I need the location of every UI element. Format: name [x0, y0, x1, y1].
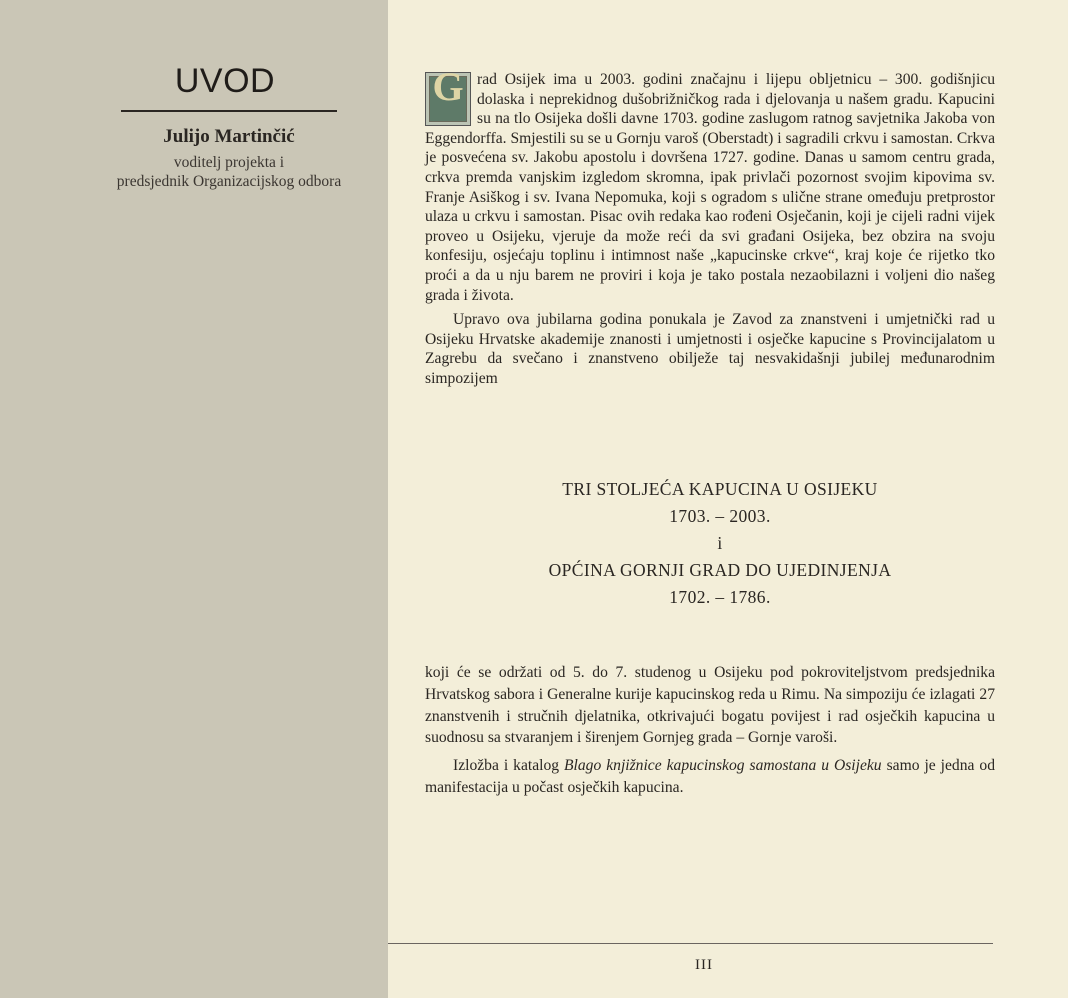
paragraph-4	[425, 755, 995, 799]
paragraph-3: koji će se održati od 5. do 7. studenog u Osijeku pod pokroviteljstvom predsjednika Hrvatskog sabora i Generalne kurije kapucinskog reda u Rimu. Na simpoziju će izlagati 27 znanstvenih i stručnih djelatnika, otkrivajući bogatu povijest i rad osječkih kapucina u suodnosu sa stvaranjem i širenjem Gornjeg grada – Gornje varoši.	[425, 664, 995, 747]
intro-text	[425, 70, 995, 389]
page-number: III	[695, 957, 713, 973]
dropcap-ornament	[425, 72, 471, 126]
footer-divider	[388, 943, 993, 944]
closing-text	[425, 662, 995, 799]
paragraph-2: Upravo ova jubilarna godina ponukala je Zavod za znanstveni i umjetnički rad u Osijeku Hrvatske akademije znanosti i umjetnosti i osječke kapucine s Provincijalatom u Zagrebu da svečano i znanstveno obilježe taj nesvakidašnji jubilej međunarodnim simpozijem	[425, 311, 995, 387]
author-role	[0, 153, 458, 191]
symposium-title-line-2: OPĆINA GORNJI GRAD DO UJEDINJENJA	[548, 560, 892, 580]
symposium-title-line-1: TRI STOLJEĆA KAPUCINA U OSIJEKU	[562, 479, 878, 499]
symposium-dates-2: 1702. – 1786.	[669, 587, 771, 607]
dropcap-letter: G	[432, 72, 464, 109]
symposium-dates-1: 1703. – 2003.	[669, 506, 771, 526]
author-name: Julijo Martinčić	[163, 126, 295, 147]
paragraph-1-text: rad Osijek ima u 2003. godini značajnu i lijepu obljetnicu – 300. godišnjicu dolaska i neprekidnog dušobrižničkog rada i djelovanja u našem gradu. Kapucini su na tlo Osijeka došli davne 1703. godine zaslugom ratnog savjetnika Jakoba von Eggendorffa. Smjestili su se u Gornju varoš (Oberstadt) i sagradili crkvu i samostan. Crkva je posvećena sv. Jakobu apostolu i dovršena 1727. godine. Danas u samom centru grada, crkva premda vanjskim izgledom skromna, ipak privlači pozornost svojim kipovima sv. Franje Asiškog i sv. Ivana Nepomuka, koji s ogradom s ulične strane omeđuju pretprostor ulaza u crkvu i samostan. Pisac ovih redaka kao rođeni Osječanin, koji je cijeli radni vijek proveo u Osijeku, vjeruje da može reći da svi građani Osijeka, bez obzira na svoju konfesiju, osjećaju toplinu i intimnost naše „kapucinske crkve“, kraj koje će rijetko tko proći a da u nju barem ne proviri i koja je tako postala nezaobilazni i voljeni dio našeg grada i života.	[425, 71, 995, 304]
symposium-title-block	[470, 476, 970, 611]
paragraph-1	[425, 70, 995, 305]
paragraph-4-end: samo je jedna od manifestacija u počast osječkih kapucina.	[425, 757, 995, 796]
catalog-title: Blago knjižnice kapucinskog samostana u Osijeku	[564, 757, 882, 775]
section-title: UVOD	[174, 62, 276, 100]
author-role-line-1: voditelj projekta i	[173, 154, 285, 171]
paragraph-4-start: Izložba i katalog	[453, 757, 565, 775]
symposium-conjunction: i	[717, 533, 723, 553]
title-divider	[121, 110, 337, 112]
author-role-line-2: predsjednik Organizacijskog odbora	[116, 173, 342, 190]
sidebar-panel	[0, 0, 388, 998]
